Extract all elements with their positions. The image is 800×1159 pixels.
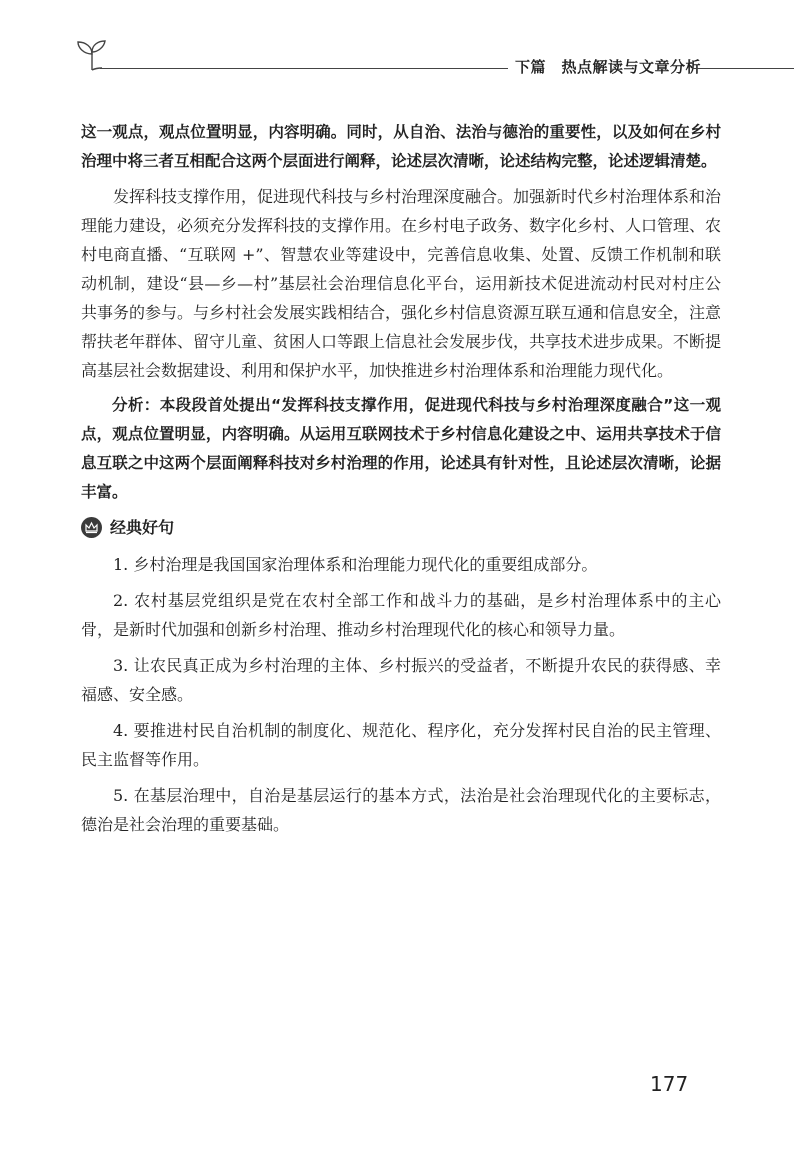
page-number: 177 — [650, 1072, 689, 1096]
analysis-paragraph: 分析：本段段首处提出“发挥科技支撑作用，促进现代科技与乡村治理深度融合”这一观点，观点位置明显，内容明确。从运用互联网技术于乡村信息化建设之中、运用共享技术于信息互联之中这两个层面阐释科技对乡村治理的作用，论述具有针对性，且论述层次清晰，论据丰富。 — [81, 396, 721, 501]
quote-item: 3. 让农民真正成为乡村治理的主体、乡村振兴的受益者，不断提升农民的获得感、幸福感、安全感。 — [81, 656, 721, 704]
crown-icon — [81, 517, 102, 538]
header-title: 下篇 热点解读与文章分析 — [515, 58, 702, 76]
sprout-icon — [72, 38, 112, 72]
intro-analysis: 这一观点，观点位置明显，内容明确。同时，从自治、法治与德治的重要性，以及如何在乡村治理中将三者互相配合这两个层面进行阐释，论述层次清晰，论述结构完整，论述逻辑清楚。 — [81, 123, 721, 170]
quote-item: 2. 农村基层党组织是党在农村全部工作和战斗力的基础，是乡村治理体系中的主心骨，是新时代加强和创新乡村治理、推动乡村治理现代化的核心和领导力量。 — [81, 591, 721, 639]
body-paragraph: 发挥科技支撑作用，促进现代科技与乡村治理深度融合。加强新时代乡村治理体系和治理能力建设，必须充分发挥科技的支撑作用。在乡村电子政务、数字化乡村、人口管理、农村电商直播、“互联网 +”、智慧农业等建设中，完善信息收集、处置、反馈工作机制和联动机制，建设“县—乡—村”基层社会治理信息化平台，运用新技术促进流动村民对村庄公共事务的参与。与乡村社会发展实践相结合，强化乡村信息资源互联互通和信息安全，注意帮扶老年群体、留守儿童、贫困人口等跟上信息社会发展步伐，共享技术进步成果。不断提高基层社会数据建设、利用和保护水平，加快推进乡村治理体系和治理能力现代化。 — [81, 187, 722, 380]
quote-item: 4. 要推进村民自治机制的制度化、规范化、程序化，充分发挥村民自治的民主管理、民主监督等作用。 — [81, 721, 721, 769]
header-rule-left — [100, 68, 508, 69]
quote-item: 1. 乡村治理是我国国家治理体系和治理能力现代化的重要组成部分。 — [113, 555, 598, 574]
section-heading — [81, 513, 721, 542]
page-content — [81, 118, 721, 846]
quote-item: 5. 在基层治理中，自治是基层运行的基本方式，法治是社会治理现代化的主要标志，德治是社会治理的重要基础。 — [81, 786, 721, 834]
section-title: 经典好句 — [110, 518, 175, 537]
page-header — [0, 0, 800, 90]
header-rule-right — [692, 68, 794, 69]
